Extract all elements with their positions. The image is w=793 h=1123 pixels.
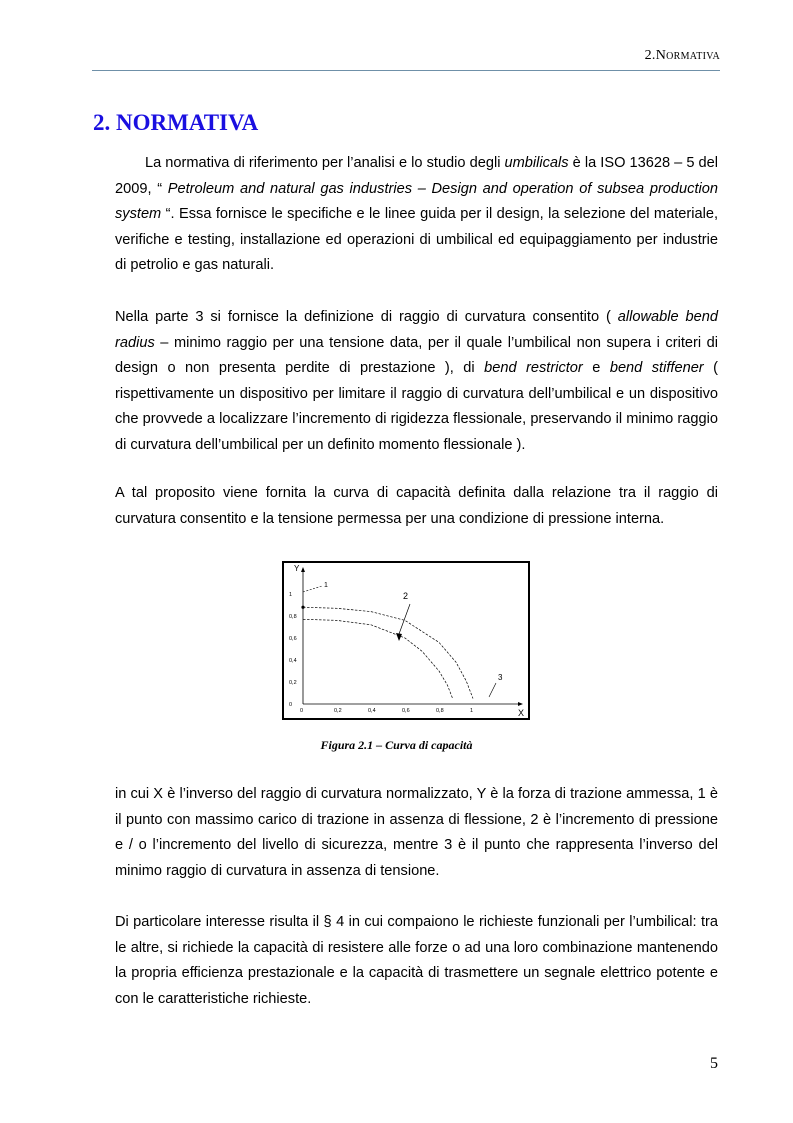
running-header-title: 2.Normativa [644, 48, 720, 63]
figure-frame [283, 562, 529, 719]
p2-text-2: – minimo raggio per una tensione data, per il quale l’umbilical non supera i criteri di design o non presenta perdite di prestazione ), di [115, 334, 718, 377]
y-axis-label: Y [294, 564, 300, 573]
p2-text-1: Nella parte 3 si fornisce la definizione di raggio di curvatura consentito ( [115, 309, 618, 325]
x-axis-label: X [518, 708, 525, 718]
figure-caption: Figura 2.1 – Curva di capacità [320, 738, 473, 752]
y-tick-label: 0,8 [289, 614, 297, 620]
x-tick-label: 1 [470, 708, 474, 714]
y-tick-label: 1 [289, 592, 293, 598]
y-tick-label: 0,6 [289, 636, 297, 642]
p2-text-3: e [582, 360, 610, 377]
p1-italic-umbilicals: umbilicals [504, 155, 569, 171]
annotation-2-label: 2 [403, 591, 409, 601]
paragraph-1 [115, 151, 718, 279]
paragraph-2 [115, 305, 718, 459]
p1-text-1: La normativa di riferimento per l’analisi e lo studio degli [145, 155, 505, 171]
x-tick-label: 0,2 [334, 708, 342, 714]
y-tick-label: 0,2 [289, 680, 297, 686]
x-tick-label: 0,8 [436, 708, 444, 714]
paragraph-4: in cui X è l’inverso del raggio di curvatura normalizzato, Y è la forza di trazione ammessa, 1 è il punto con massimo carico di trazione in assenza di flessione, 2 è l’incremento di pressione e / o l’incremento del livello di sicurezza, mentre 3 è il punto che rappresenta l’inverso del minimo raggio di curvatura in assenza di tensione. [115, 786, 718, 879]
header-rule [92, 70, 720, 71]
p2-text-4: ( rispettivamente un dispositivo per limitare il raggio di curvatura dell’umbilical e un dispositivo che provvede a localizzare l’incremento di rigidezza flessionale, preservando il minimo raggio di curvatura dell’umbilical per un definito momento flessionale ). [115, 360, 718, 453]
p2-italic-allowable-bend-radius: allowable bend radius [115, 309, 719, 351]
page-number: 5 [710, 1055, 718, 1072]
p1-text-3: “. Essa fornisce le specifiche e le linee guida per il design, la selezione del materiale, verifiche e testing, installazione ed operazioni di umbilical ed equipaggiamento per industrie di petrolio e gas naturali. [115, 206, 718, 274]
capacity-curve-chart [282, 561, 530, 720]
y-tick-label: 0,4 [289, 658, 297, 664]
p1-text-2: è la ISO 13628 – 5 del 2009, “ [115, 155, 718, 197]
x-tick-label: 0,6 [402, 708, 410, 714]
annotation-3-label: 3 [498, 673, 503, 682]
p1-italic-standard-title: Petroleum and natural gas industries – Design and operation of subsea production system [115, 180, 718, 223]
y-tick-label: 0 [289, 702, 293, 708]
p2-italic-bend-stiffener: bend stiffener [609, 360, 704, 377]
chapter-title: 2. NORMATIVA [93, 110, 259, 135]
paragraph-3: A tal proposito viene fornita la curva di capacità definita dalla relazione tra il raggio di curvatura consentito e la tensione permessa per una condizione di pressione interna. [115, 485, 718, 527]
capacity-curve-figure [282, 561, 530, 720]
x-tick-label: 0 [300, 708, 304, 714]
p2-italic-bend-restrictor: bend restrictor [484, 360, 583, 377]
annotation-1-label: 1 [324, 582, 328, 589]
paragraph-5: Di particolare interesse risulta il § 4 in cui compaiono le richieste funzionali per l’umbilical: tra le altre, si richiede la capacità di resistere alle forze o ad una loro combinazione mantenendo la propria efficienza prestazionale e la capacità di trasmettere un segnale elettrico potente e con le caratteristiche richieste. [115, 914, 718, 1007]
point-1-marker [301, 606, 304, 609]
x-tick-label: 0,4 [368, 708, 376, 714]
